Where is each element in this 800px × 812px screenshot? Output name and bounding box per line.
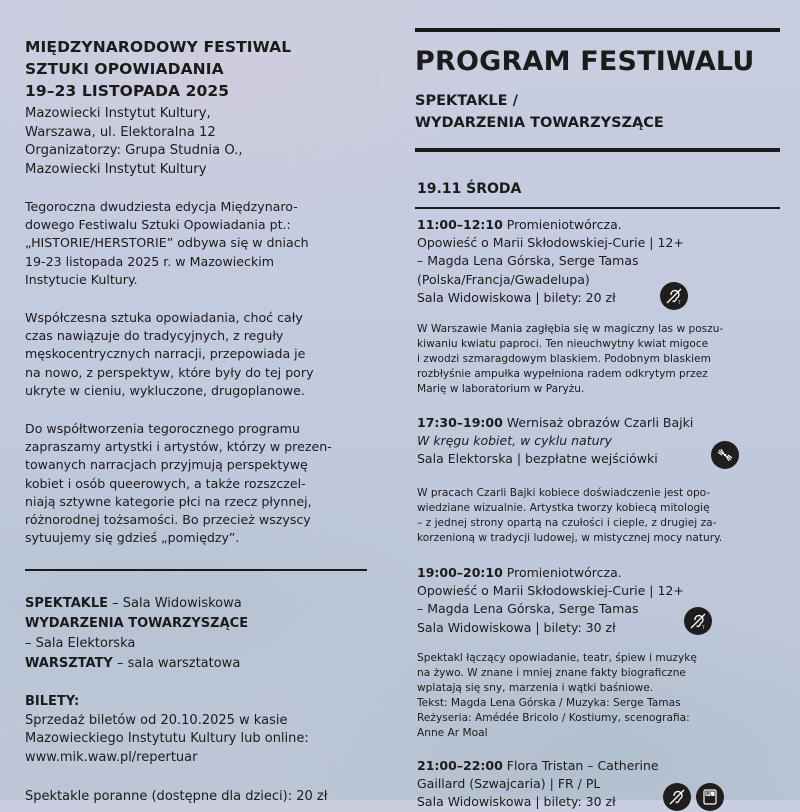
morning-shows-price: Spektakle poranne (dostępne dla dzieci): 20 zł [25,789,328,804]
event-title: Wernisaż obrazów Czarli Bajki [502,415,694,430]
text-line: 19-23 listopada 2025 r. w Mazowieckim [25,253,275,269]
venue-category: WYDARZENIA TOWARZYSZĄCE [25,616,249,631]
event-item [417,757,659,812]
venue-room: – Sala Widowiskowa [108,596,242,611]
venue-room: – Sala Elektorska [25,636,136,651]
text-line: wplatają się sny, marzenia i wątki baśniowe. [417,682,654,694]
text-line: Tegoroczna dwudziesta edycja Międzynaro- [25,199,298,214]
subtitles-pl-icon [696,783,724,811]
event-time: 19:00–20:10 [417,565,503,580]
event-title: Promieniotwórcza. [502,217,622,232]
divider [415,148,780,152]
venue-item [25,654,248,674]
event-time: 17:30–19:00 [417,415,503,430]
text-line: Mazowieckiego Instytutu Kultury lub online: [25,731,309,746]
text-line: Anne Ar Moal [417,727,488,739]
divider [415,207,780,209]
festival-title [25,36,291,102]
event-venue-price: Sala Widowiskowa | bilety: 30 zł [417,619,616,635]
text-line: ukryte w cieniu, wykluczone, drugoplanowe. [25,382,305,398]
festival-venue [25,105,243,179]
festival-dates: 19–23 LISTOPADA 2025 [25,82,230,100]
text-line: Tekst: Magda Lena Górska / Muzyka: Serge Tamas [417,697,681,709]
event-item [417,564,684,637]
event-title: Flora Tristan – Catherine [502,758,659,773]
text-line: męskocentrycznych narracji, przepowiada je [25,346,306,362]
text-line: na nowo, z perspektyw, które były do tej pory [25,364,314,380]
text-line: dowego Festiwalu Sztuki Opowiadania pt.: [25,217,291,233]
text-line: towanych narracjach przyjmują perspektywę [25,457,308,473]
venue-line: Mazowiecki Instytut Kultury, [25,106,211,121]
event-description [417,322,723,397]
event-line: – Magda Lena Górska, Serge Tamas [417,601,639,617]
text-line: „HISTORIE/HERSTORIE” odbywa się w dniach [25,235,309,251]
venue-legend [25,594,248,674]
intro-paragraph-2 [25,309,314,400]
intro-paragraph-1 [25,198,309,289]
text-line: kobiet i osób queerowych, a także rozszczel- [25,475,306,491]
text-line: Współczesna sztuka opowiadania, choć cały [25,310,303,325]
text-line: na żywo. W znane i mniej znane fakty biograficzne [417,667,686,679]
text-line: rozbłyśnie ampułka wypełniona radem odkrytym przez [417,368,708,380]
svg-text:T: T [678,300,681,305]
text-line: korzenioną w tradycji ludowej, w mistycznej mocy natury. [417,532,723,544]
text-line: Instytucie Kultury. [25,271,138,287]
venue-item [25,594,248,614]
event-line: Opowieść o Marii Skłodowskiej-Curie | 12+ [417,235,684,251]
text-line: – z jednej strony opartą na czułości i cieple, z drugiej za- [417,517,717,529]
event-line: Gaillard (Szwajcaria) | FR / PL [417,776,601,792]
event-subtitle: W kręgu kobiet, w cyklu natury [417,433,613,449]
event-title: Promieniotwórcza. [502,565,622,580]
event-venue-price: Sala Widowiskowa | bilety: 30 zł [417,794,616,810]
program-subtitle [415,90,664,134]
text-line: kiwaniu kwiatu paproci. Ten nieuchwytny kwiat migoce [417,338,709,350]
hearing-loop-icon [684,607,712,635]
program-title: PROGRAM FESTIWALU [415,46,755,77]
text-line: W pracach Czarli Bajki kobiece doświadczenie jest opo- [417,487,711,499]
subtitle-line: SPEKTAKLE / [415,93,518,109]
text-line: i zwodzi szmaragdowym blaskiem. Podobnym blaskiem [417,353,711,365]
divider [415,28,780,32]
event-line: (Polska/Francja/Gwadelupa) [417,271,590,287]
event-description [417,486,722,546]
event-venue-price: Sala Elektorska | bezpłatne wejściówki [417,451,658,467]
text-line: Marię w laboratorium w Paryżu. [417,383,585,395]
day-heading: 19.11 ŚRODA [417,181,522,197]
text-line: sytuujemy się gdzieś „pomiędzy”. [25,530,240,546]
divider [25,569,367,571]
text-line: czas nawiązuje do tradycyjnych, z reguły [25,328,284,344]
pl-label: PL [706,791,712,797]
title-line: MIĘDZYNARODOWY FESTIWAL [25,38,292,56]
text-line: Sprzedaż biletów od 20.10.2025 w kasie [25,712,288,728]
event-item [417,414,693,469]
tickets-heading: BILETY: [25,694,80,709]
event-description [417,651,697,741]
svg-text:T: T [702,625,705,630]
event-line: – Magda Lena Górska, Serge Tamas [417,253,639,269]
tickets-section [25,693,309,767]
venue-item [25,614,248,634]
event-venue-price: Sala Widowiskowa | bilety: 20 zł [417,289,616,305]
text-line: Do współtworzenia tegorocznego programu [25,421,300,436]
event-time: 11:00–12:10 [417,217,503,232]
intro-paragraph-3 [25,420,332,547]
sign-language-icon [711,441,739,469]
venue-item [25,634,248,654]
venue-line: Warszawa, ul. Elektoralna 12 [25,124,216,140]
organizers-line: Mazowiecki Instytut Kultury [25,161,207,177]
event-item [417,216,684,307]
text-line: różnorodnej tożsamości. Bo przecież wszyscy [25,512,311,528]
event-time: 21:00–22:00 [417,758,503,773]
venue-room: – sala warsztatowa [112,656,241,671]
text-line: W Warszawie Mania zagłębia się w magiczny las w poszu- [417,323,724,335]
event-line: Opowieść o Marii Skłodowskiej-Curie | 12+ [417,583,684,599]
text-line: zapraszamy artystki i artystów, którzy w prezen- [25,439,332,455]
hearing-loop-icon [663,783,691,811]
venue-category: WARSZTATY [25,656,113,671]
venue-category: SPEKTAKLE [25,596,109,611]
title-line: SZTUKI OPOWIADANIA [25,60,224,78]
hearing-loop-icon [660,282,688,310]
tickets-url[interactable]: www.mik.waw.pl/repertuar [25,749,198,765]
subtitle-line: WYDARZENIA TOWARZYSZĄCE [415,115,664,131]
text-line: niają sztywne kategorie płci na rzecz płynnej, [25,493,312,509]
text-line: wiedziane wizualnie. Artystka tworzy kobiecą mitologię [417,502,710,514]
text-line: Spektakl łączący opowiadanie, teatr, śpiew i muzykę [417,652,697,664]
organizers-line: Organizatorzy: Grupa Studnia O., [25,143,243,158]
text-line: Reżyseria: Amédée Bricolo / Kostiumy, scenografia: [417,712,690,724]
